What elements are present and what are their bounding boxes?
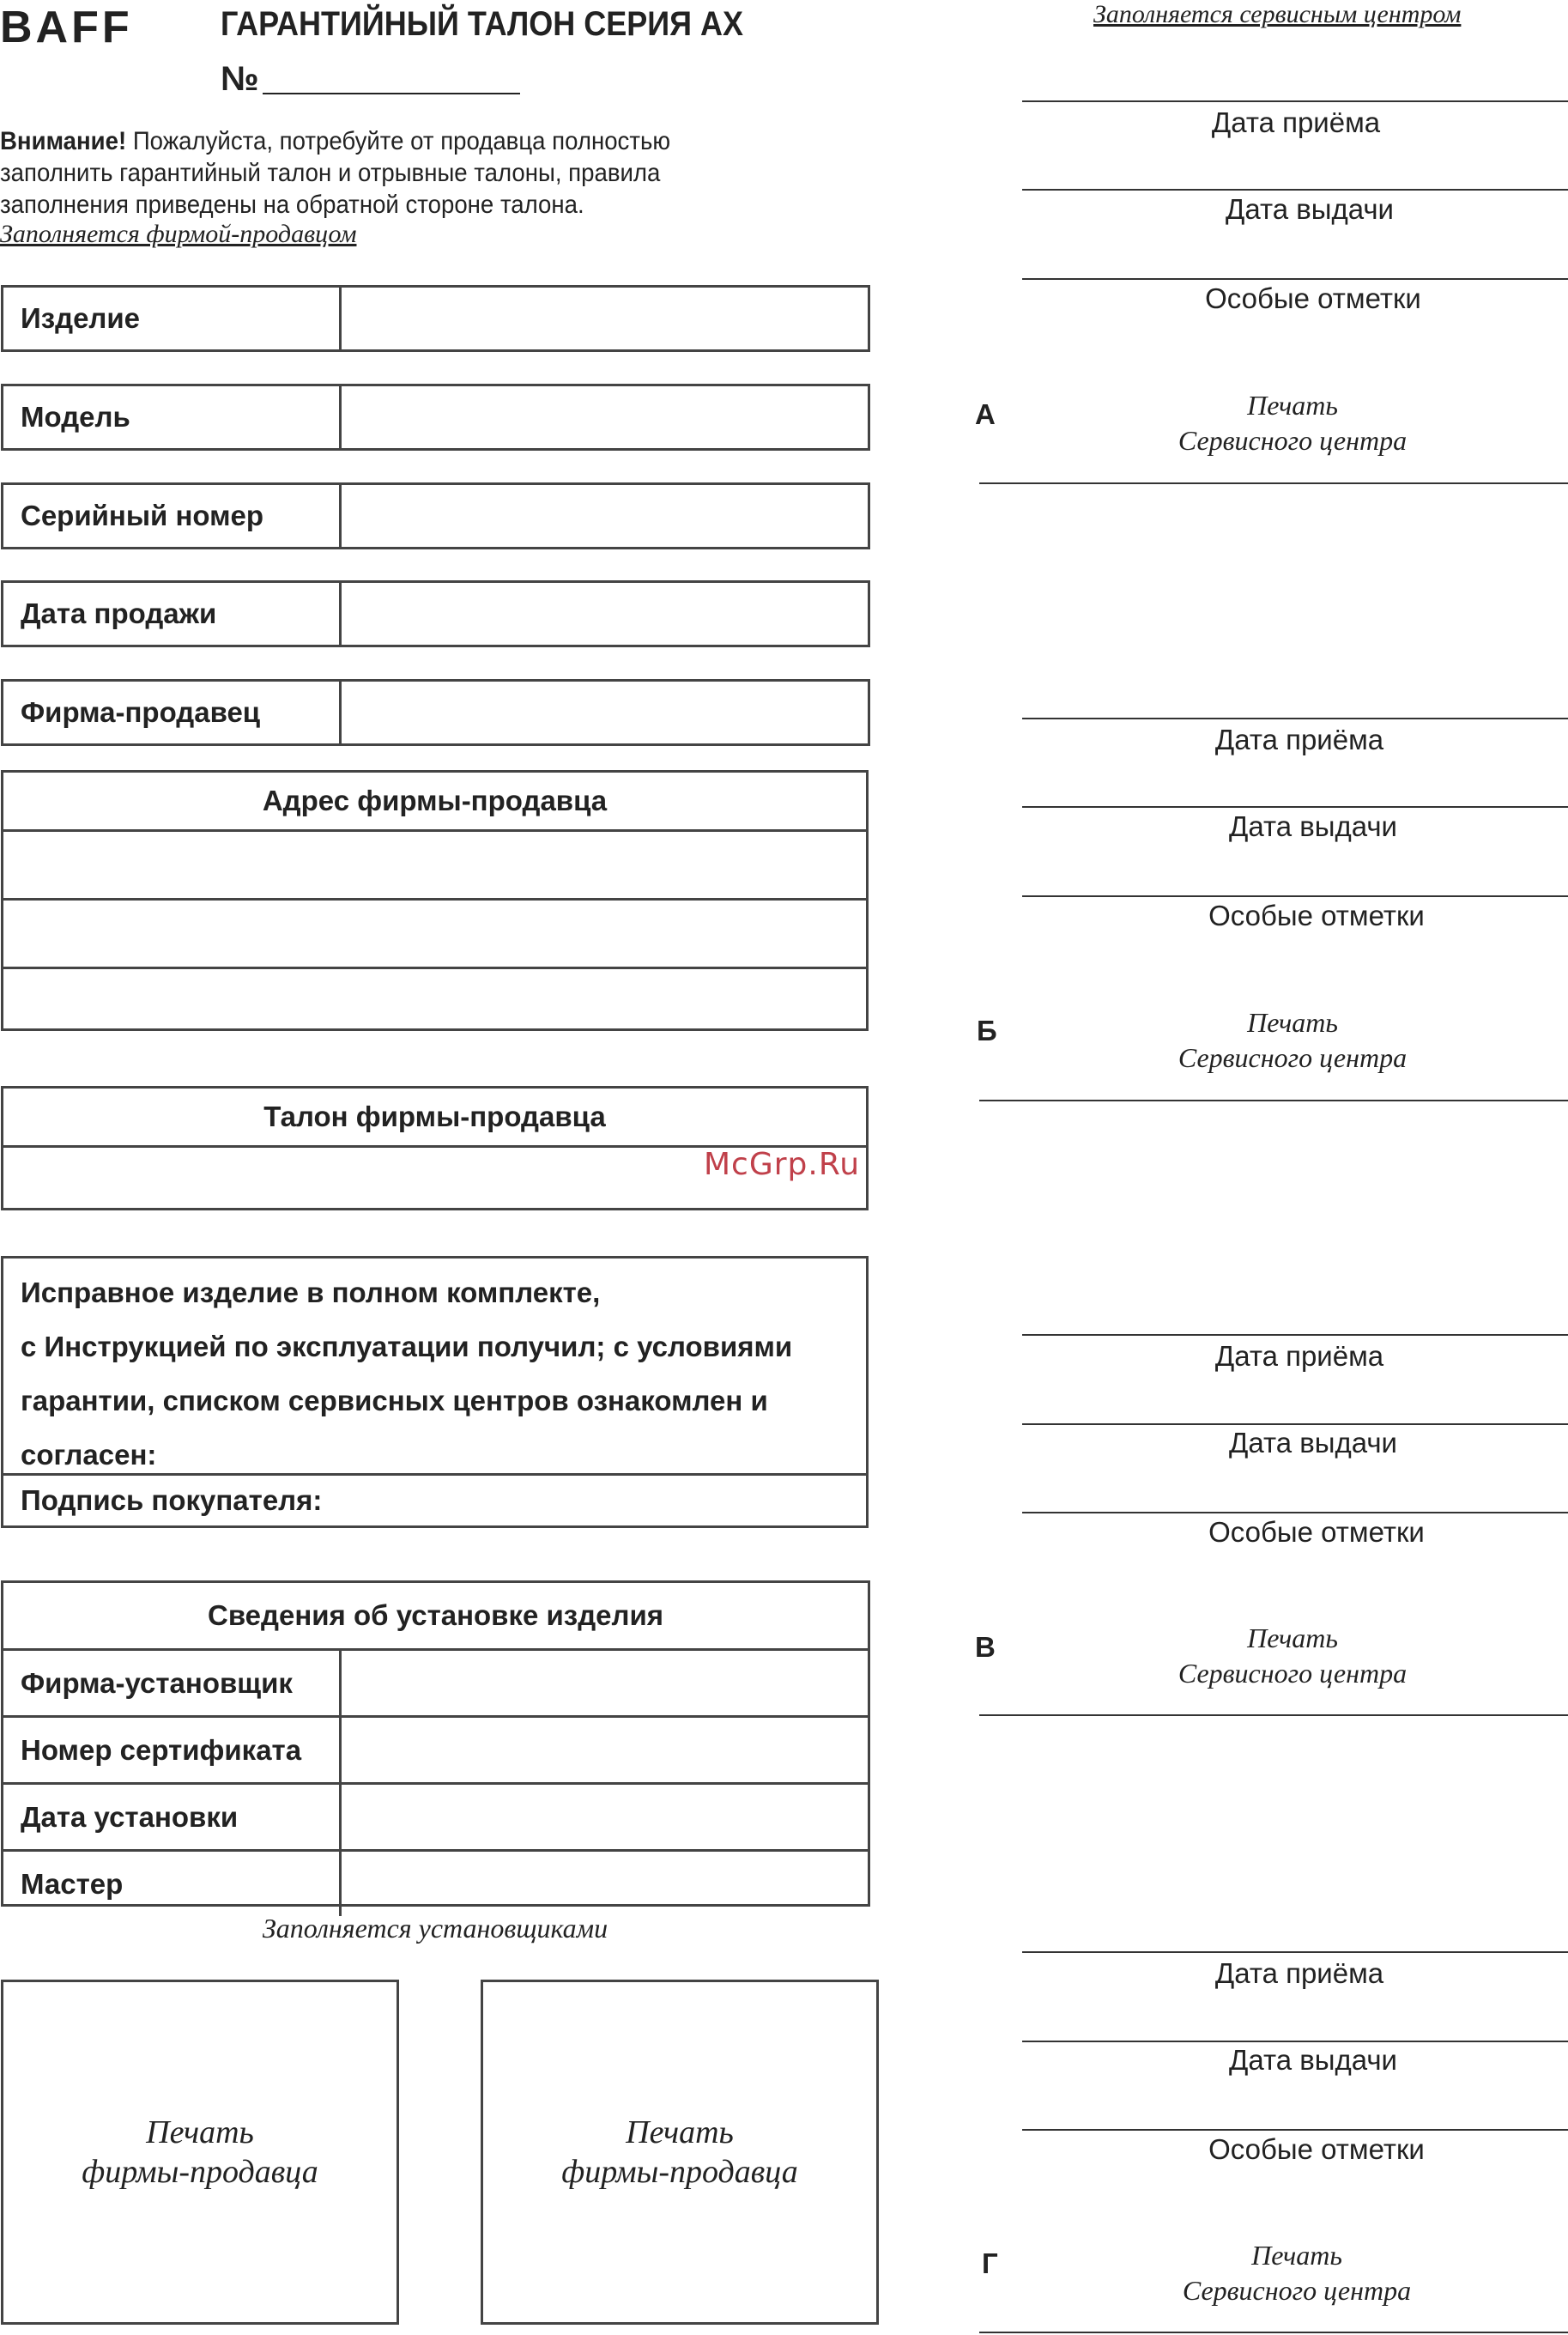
installation-value[interactable] — [342, 1718, 868, 1782]
coupon-a-rule — [1022, 100, 1568, 102]
seller-address-line[interactable] — [3, 901, 866, 969]
installation-label: Фирма-установщик — [3, 1651, 342, 1715]
service-center-hint: Заполняется сервисным центром — [1093, 0, 1462, 28]
coupon-b-receive-date[interactable]: Дата приёма — [1214, 724, 1384, 755]
stamp-line: Печать — [146, 2114, 254, 2150]
installer-hint: Заполняется установщиками — [262, 1913, 608, 1944]
coupon-a-notes[interactable]: Особые отметки — [1205, 282, 1421, 314]
stamp-line: Сервисного центра — [1178, 1658, 1408, 1689]
field-value[interactable] — [342, 288, 868, 349]
field-label: Изделие — [3, 288, 342, 349]
installation-row — [3, 1852, 868, 1916]
coupon-d-stamp — [1026, 2238, 1567, 2308]
acknowledgement-line: с Инструкцией по эксплуатации получил; с условиями — [21, 1331, 793, 1362]
coupon-d-cut-line — [979, 2332, 1568, 2333]
field-seller — [1, 679, 870, 746]
series-number-label: № — [221, 60, 259, 98]
field-sale-date — [1, 580, 870, 647]
notice-text — [0, 125, 758, 221]
stamp-line: Печать — [1251, 2240, 1342, 2271]
installation-value[interactable] — [342, 1785, 868, 1849]
series-number-field[interactable] — [263, 93, 520, 94]
stamp-line: Печать — [1247, 1007, 1338, 1038]
field-label: Дата продажи — [3, 583, 342, 645]
field-serial-number — [1, 482, 870, 549]
installation-value[interactable] — [342, 1852, 868, 1916]
acknowledgement-line: Исправное изделие в полном комплекте, — [21, 1277, 601, 1308]
installation-label: Дата установки — [3, 1785, 342, 1849]
coupon-a-receive-date[interactable]: Дата приёма — [1211, 106, 1381, 138]
coupon-b-letter: Б — [977, 1015, 997, 1046]
brand-logo: BAFF — [0, 3, 133, 52]
stamp-line: Сервисного центра — [1178, 425, 1408, 456]
coupon-b-rule — [1022, 895, 1568, 897]
coupon-d-receive-date[interactable]: Дата приёма — [1214, 1957, 1384, 1989]
coupon-b-stamp — [1022, 1005, 1563, 1076]
installation-row — [3, 1785, 868, 1852]
stamp-line: Печать — [626, 2114, 734, 2150]
coupon-c-stamp — [1022, 1621, 1563, 1691]
coupon-a-letter: А — [975, 398, 996, 430]
seller-address-table — [1, 770, 869, 1031]
coupon-b-cut-line — [979, 1100, 1568, 1101]
coupon-c-rule — [1022, 1423, 1568, 1425]
seller-hint: Заполняется фирмой-продавцом — [0, 220, 357, 248]
installation-label: Мастер — [3, 1852, 342, 1916]
field-product — [1, 285, 870, 352]
watermark: McGrp.Ru — [704, 1147, 861, 1182]
coupon-c-letter: В — [975, 1631, 996, 1663]
buyer-signature-field[interactable]: Подпись покупателя: — [21, 1484, 323, 1516]
coupon-b-notes[interactable]: Особые отметки — [1208, 900, 1425, 931]
seller-stamp-box — [1, 1980, 399, 2325]
seller-stub-heading: Талон фирмы-продавца — [3, 1089, 866, 1148]
coupon-b-rule — [1022, 806, 1568, 808]
coupon-c-rule — [1022, 1334, 1568, 1336]
acknowledgement-text — [3, 1258, 866, 1476]
coupon-c-cut-line — [979, 1714, 1568, 1716]
coupon-a-rule — [1022, 278, 1568, 280]
field-value[interactable] — [342, 485, 868, 547]
coupon-d-rule — [1022, 1951, 1568, 1953]
stamp-line: Сервисного центра — [1178, 1042, 1408, 1073]
stamp-line: фирмы-продавца — [82, 2154, 318, 2190]
stamp-line: Печать — [1247, 390, 1338, 421]
acknowledgement-line: гарантии, списком сервисных центров ознакомлен и — [21, 1385, 768, 1416]
field-label: Серийный номер — [3, 485, 342, 547]
coupon-c-rule — [1022, 1512, 1568, 1513]
installation-value[interactable] — [342, 1651, 868, 1715]
coupon-c-receive-date[interactable]: Дата приёма — [1214, 1340, 1384, 1372]
coupon-a-rule — [1022, 189, 1568, 191]
field-value[interactable] — [342, 682, 868, 743]
field-label: Модель — [3, 386, 342, 448]
stamp-line: Сервисного центра — [1182, 2275, 1412, 2306]
stamp-line: фирмы-продавца — [561, 2154, 798, 2190]
field-value[interactable] — [342, 583, 868, 645]
coupon-b-issue-date[interactable]: Дата выдачи — [1228, 810, 1397, 842]
acknowledgement-box — [1, 1256, 869, 1528]
seller-stamp-box — [481, 1980, 879, 2325]
page-title: ГАРАНТИЙНЫЙ ТАЛОН СЕРИЯ АХ — [221, 5, 744, 43]
seller-address-heading: Адрес фирмы-продавца — [3, 773, 866, 832]
field-model — [1, 384, 870, 451]
notice-bold: Внимание! — [0, 127, 127, 155]
coupon-d-notes[interactable]: Особые отметки — [1208, 2133, 1425, 2165]
coupon-d-issue-date[interactable]: Дата выдачи — [1228, 2044, 1397, 2076]
coupon-a-cut-line — [979, 482, 1568, 484]
stamp-line: Печать — [1247, 1622, 1338, 1653]
installation-label: Номер сертификата — [3, 1718, 342, 1782]
field-value[interactable] — [342, 386, 868, 448]
seller-address-line[interactable] — [3, 969, 866, 1035]
seller-address-line[interactable] — [3, 832, 866, 901]
coupon-d-letter: Г — [982, 2247, 998, 2279]
coupon-a-stamp — [1022, 388, 1563, 458]
field-label: Фирма-продавец — [3, 682, 342, 743]
installation-table — [1, 1580, 870, 1907]
coupon-d-rule — [1022, 2041, 1568, 2042]
installation-row — [3, 1718, 868, 1785]
coupon-b-rule — [1022, 718, 1568, 719]
installation-heading: Сведения об установке изделия — [3, 1583, 868, 1651]
installation-row — [3, 1651, 868, 1718]
coupon-c-notes[interactable]: Особые отметки — [1208, 1516, 1425, 1548]
notice-body: Пожалуйста, потребуйте от продавца полностью заполнить гарантийный талон и отрывные талоны, правила заполнения приведены на обратной стороне талона. — [0, 127, 671, 219]
coupon-a-issue-date[interactable]: Дата выдачи — [1225, 193, 1394, 225]
coupon-c-issue-date[interactable]: Дата выдачи — [1228, 1427, 1397, 1459]
acknowledgement-line: согласен: — [21, 1439, 157, 1471]
coupon-d-rule — [1022, 2129, 1568, 2131]
